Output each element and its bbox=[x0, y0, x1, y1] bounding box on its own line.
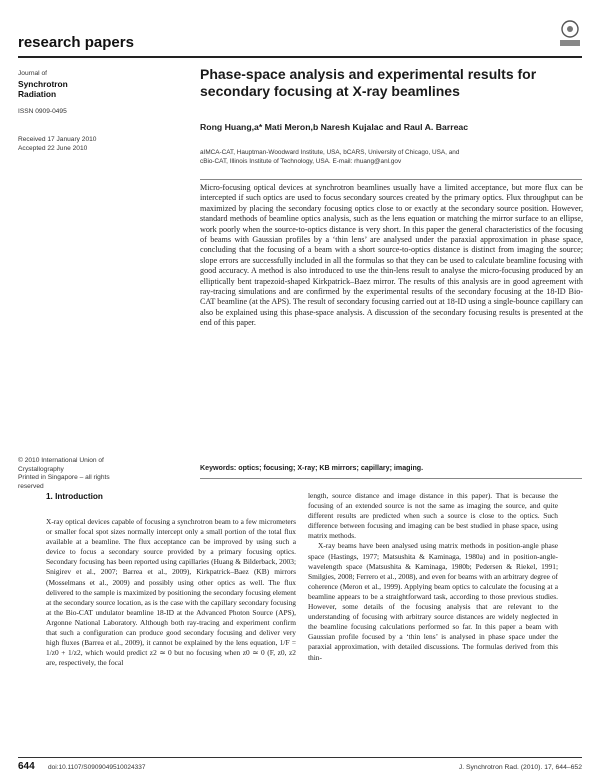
author-list: Rong Huang,a* Mati Meron,b Naresh Kujalac and Raul A. Barreac bbox=[200, 122, 469, 132]
printed-line: Printed in Singapore – all rights reserved bbox=[18, 474, 110, 490]
abstract-bottom-rule bbox=[200, 478, 582, 479]
journal-line2: Radiation bbox=[18, 88, 57, 99]
footer-rule bbox=[18, 757, 582, 758]
journal-line1: Synchrotron bbox=[18, 78, 68, 89]
iucr-logo-icon bbox=[555, 18, 585, 50]
affiliation-line1: aIMCA-CAT, Hauptman-Woodward Institute, USA, bCARS, University of Chicago, USA, and bbox=[200, 149, 460, 156]
abstract-top-rule bbox=[200, 179, 582, 180]
body-column-left bbox=[46, 517, 296, 668]
affiliations bbox=[200, 148, 580, 166]
copyright-notice bbox=[18, 457, 136, 491]
body-column-right bbox=[308, 491, 558, 663]
abstract: Micro-focusing optical devices at synchrotron beamlines usually have a limited acceptance, but more flux can be intercepted if such optics are used to focus secondary sources created by the primary optics. Flux throughput can be maximized by placing the secondary focusing optics close to or exactly at the secondary source position. However, standard methods of beamline optics analysis, such as the lens equation or matching the mirror surface to an ellipse, work poorly when the source-to-optics distance is very short. In this paper the general characteristics of the focusing of beams with Gaussian profiles by a ‘thin lens’ are analysed under the paraxial approximation in phase space, concluding that the focusing of a beam with a short source-to-optics distance is distinct from imaging the source; slope errors are successfully included in all the formulas so that they can be used to calculate beamline focusing with good accuracy. A method is also introduced to use the thin-lens result to analyse the micro-focusing produced by an elliptically bent trapezoid-shaped Kirkpatrick–Baez mirror. The results of this analysis are in good agreement with ray-tracing simulations and are confirmed by the experimental results of the secondary focusing at the 18-ID Bio-CAT beamline (at the APS). The result of secondary focusing carried out at 18-ID using a single-bounce capillary can also be explained using this phase-space analysis. A discussion of the secondary focusing results is presented at the end of this paper. bbox=[200, 183, 583, 328]
copyright-line: © 2010 International Union of Crystallography bbox=[18, 457, 104, 473]
article-title: Phase-space analysis and experimental results for secondary focusing at X-ray beamlines bbox=[200, 66, 537, 99]
journal-citation: J. Synchrotron Rad. (2010). 17, 644–652 bbox=[458, 764, 582, 771]
page-number: 644 bbox=[18, 761, 35, 772]
section-heading-introduction: 1. Introduction bbox=[46, 492, 103, 501]
accepted-date: Accepted 22 June 2010 bbox=[18, 144, 88, 152]
header-rule bbox=[18, 56, 582, 58]
affiliation-line2: cBio-CAT, Illinois Institute of Technology, USA. E-mail: rhuang@anl.gov bbox=[200, 158, 402, 165]
keywords: Keywords: optics; focusing; X-ray; KB mirrors; capillary; imaging. bbox=[200, 464, 424, 472]
paragraph: X-ray optical devices capable of focusing a synchrotron beam to a few micrometers or smaller focal spot sizes normally intercept only a small portion of the total flux available at a beamline. The flux acceptance can be improved by using such a device to focus a secondary source provided by a primary focusing optics. Secondary focusing has been reported using capillaries (Huang & Bilderback, 2003; Snigirev et al., 2007; Barrea et al., 2009), Kirkpatrick–Baez (KB) mirrors (Mosselmans et al., 2009) and possibly using other optics as well. The flux delivered to the sample is maximized by positioning the secondary focusing element at the secondary source location, as is the case with the capillary secondary focusing at the Bio-CAT undulator beamline 18-ID at the Advanced Photon Source (APS), Argonne National Laboratory. Although both ray-tracing and experiment confirm that such a configuration can produce good secondary focusing and deliver very high fluxes (Barrea et al., 2009), it cannot be explained by the lens equation, 1/F = 1/z0 + 1/z2, which would predict z2 ≃ 0 but no focusing when z0 ≃ 0 (F, z0, z2 are, respectively, the focal bbox=[46, 517, 296, 668]
paragraph: X-ray beams have been analysed using matrix methods in position-angle phase space (Hastings, 1977; Matsushita & Kaminaga, 1980a) and in position-angle-wavelength space (Matsushita & Kaminaga, 1980b; Pedersen & Riekel, 1991; Smilgies, 2008; Ferrero et al., 2008), and even for beams with an arbitrary degree of coherence (Meron et al., 1999). Applying beam optics to calculate the focusing at a beamline appears to be a straightforward task, according to those previous studies. However, some details of the focusing analysis that are relevant to the understanding of focusing with arbitrary source distances are widely neglected in the beamline focusing calculations performed so far. In this paper a beam with Gaussian profile focused by a ‘thin lens’ is analysed in phase space under the paraxial approximation, with detailed discussions. The formulas derived from this thin- bbox=[308, 541, 558, 662]
paragraph: length, source distance and image distance in this paper). That is because the focusing of an extended source is not the same as imaging the source, and quite different results are predicted when such a source is close to the optics. Such difference between focusing and imaging can be best studied in phase space, using matrix methods. bbox=[308, 491, 558, 541]
history-dates bbox=[18, 136, 136, 153]
received-date: Received 17 January 2010 bbox=[18, 136, 97, 143]
issn: ISSN 0909-0495 bbox=[18, 108, 67, 115]
journal-of: Journal of bbox=[18, 70, 47, 77]
doi: doi:10.1107/S0909049510024337 bbox=[48, 764, 146, 771]
series-label: research papers bbox=[18, 34, 134, 51]
journal-name bbox=[18, 70, 136, 99]
